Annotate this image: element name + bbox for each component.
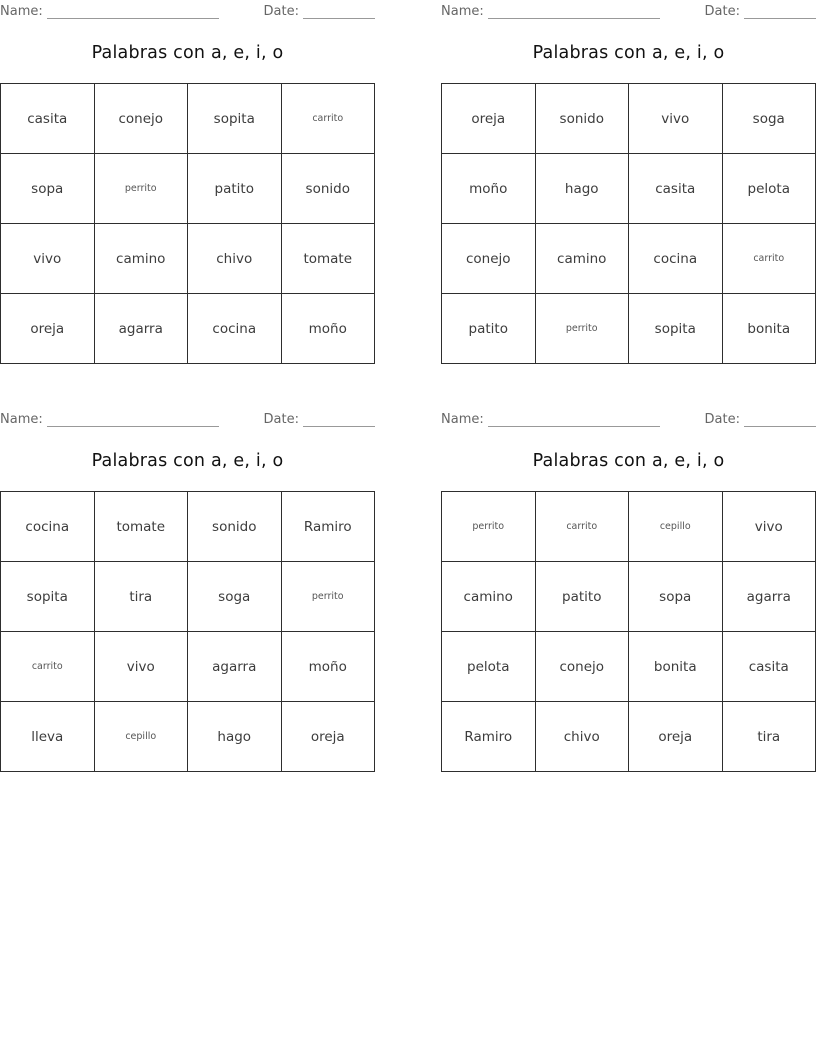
grid-cell: oreja (1, 294, 95, 364)
grid-cell: sonido (535, 84, 629, 154)
name-date-row (441, 4, 816, 19)
date-label: Date: (704, 412, 740, 427)
date-blank-line (744, 412, 816, 427)
grid-cell: moño (442, 154, 536, 224)
worksheet-title: Palabras con a, e, i, o (91, 43, 284, 63)
grid-cell: patito (442, 294, 536, 364)
grid-cell: soga (722, 84, 816, 154)
grid-cell: sonido (281, 154, 375, 224)
grid-cell: sonido (188, 492, 282, 562)
grid-cell: moño (281, 632, 375, 702)
grid-cell: bonita (629, 632, 723, 702)
grid-cell: vivo (722, 492, 816, 562)
name-label: Name: (441, 412, 484, 427)
name-date-row (0, 412, 375, 427)
date-label: Date: (263, 412, 299, 427)
name-blank-line (47, 412, 219, 427)
grid-cell: bonita (722, 294, 816, 364)
grid-row (442, 224, 816, 294)
grid-cell: sopita (188, 84, 282, 154)
grid-cell: cocina (629, 224, 723, 294)
grid-cell: vivo (629, 84, 723, 154)
grid-cell: sopa (629, 562, 723, 632)
grid-row (442, 294, 816, 364)
grid-cell: tomate (281, 224, 375, 294)
grid-cell: cocina (188, 294, 282, 364)
grid-cell: agarra (188, 632, 282, 702)
grid-cell: carrito (535, 492, 629, 562)
grid-cell: casita (1, 84, 95, 154)
grid-cell: vivo (94, 632, 188, 702)
grid-cell: perrito (442, 492, 536, 562)
grid-row (1, 492, 375, 562)
grid-row (1, 294, 375, 364)
grid-cell: conejo (535, 632, 629, 702)
date-blank-line (744, 4, 816, 19)
date-label: Date: (704, 4, 740, 19)
grid-cell: conejo (442, 224, 536, 294)
grid-cell: patito (535, 562, 629, 632)
name-date-row (441, 412, 816, 427)
date-label: Date: (263, 4, 299, 19)
grid-row (442, 84, 816, 154)
bingo-grid (0, 83, 375, 364)
worksheet-4 (441, 408, 816, 778)
grid-cell: carrito (281, 84, 375, 154)
grid-cell: tira (722, 702, 816, 772)
grid-row (442, 702, 816, 772)
grid-cell: carrito (1, 632, 95, 702)
grid-cell: oreja (442, 84, 536, 154)
name-label: Name: (441, 4, 484, 19)
worksheet-title: Palabras con a, e, i, o (91, 451, 284, 471)
grid-row (1, 632, 375, 702)
grid-row (442, 154, 816, 224)
grid-cell: lleva (1, 702, 95, 772)
name-label: Name: (0, 4, 43, 19)
grid-cell: camino (535, 224, 629, 294)
grid-cell: agarra (722, 562, 816, 632)
date-blank-line (303, 412, 375, 427)
bingo-grid (0, 491, 375, 772)
grid-cell: patito (188, 154, 282, 224)
grid-row (1, 224, 375, 294)
grid-cell: pelota (722, 154, 816, 224)
worksheet-title: Palabras con a, e, i, o (532, 451, 725, 471)
worksheet-1 (0, 0, 375, 370)
grid-row (442, 562, 816, 632)
grid-cell: hago (535, 154, 629, 224)
grid-row (1, 702, 375, 772)
grid-cell: tira (94, 562, 188, 632)
grid-cell: carrito (722, 224, 816, 294)
worksheet-3 (0, 408, 375, 778)
grid-cell: soga (188, 562, 282, 632)
worksheet-title: Palabras con a, e, i, o (532, 43, 725, 63)
name-blank-line (488, 4, 660, 19)
grid-cell: tomate (94, 492, 188, 562)
bingo-grid (441, 491, 816, 772)
grid-cell: oreja (281, 702, 375, 772)
grid-cell: chivo (535, 702, 629, 772)
name-blank-line (488, 412, 660, 427)
grid-cell: casita (629, 154, 723, 224)
grid-cell: pelota (442, 632, 536, 702)
grid-cell: vivo (1, 224, 95, 294)
grid-cell: oreja (629, 702, 723, 772)
grid-cell: chivo (188, 224, 282, 294)
grid-row (442, 632, 816, 702)
grid-cell: perrito (281, 562, 375, 632)
grid-cell: cepillo (629, 492, 723, 562)
grid-cell: hago (188, 702, 282, 772)
grid-cell: sopa (1, 154, 95, 224)
grid-cell: Ramiro (442, 702, 536, 772)
grid-cell: agarra (94, 294, 188, 364)
grid-row (1, 562, 375, 632)
grid-cell: cocina (1, 492, 95, 562)
name-blank-line (47, 4, 219, 19)
name-label: Name: (0, 412, 43, 427)
grid-cell: sopita (1, 562, 95, 632)
grid-cell: casita (722, 632, 816, 702)
grid-cell: conejo (94, 84, 188, 154)
worksheet-2 (441, 0, 816, 370)
grid-cell: perrito (94, 154, 188, 224)
grid-row (1, 154, 375, 224)
grid-cell: moño (281, 294, 375, 364)
bingo-grid (441, 83, 816, 364)
grid-row (442, 492, 816, 562)
grid-cell: cepillo (94, 702, 188, 772)
grid-cell: camino (442, 562, 536, 632)
grid-cell: sopita (629, 294, 723, 364)
grid-cell: camino (94, 224, 188, 294)
grid-cell: perrito (535, 294, 629, 364)
grid-row (1, 84, 375, 154)
name-date-row (0, 4, 375, 19)
grid-cell: Ramiro (281, 492, 375, 562)
date-blank-line (303, 4, 375, 19)
